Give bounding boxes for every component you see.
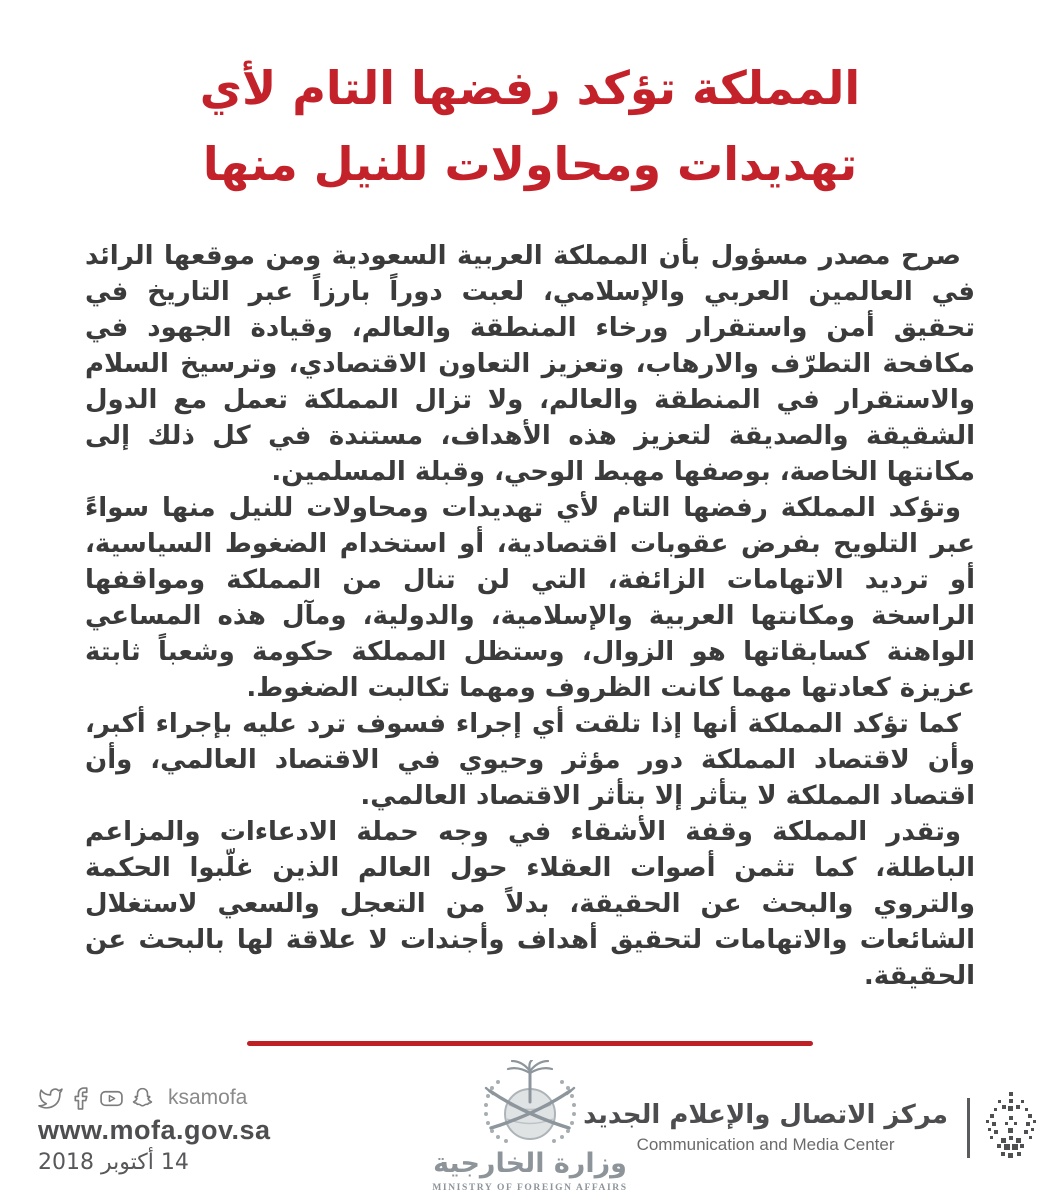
mofa-english-caption: MINISTRY OF FOREIGN AFFAIRS bbox=[432, 1183, 628, 1193]
cmc-title-arabic: مركز الاتصال والإعلام الجديد bbox=[583, 1100, 948, 1130]
statement-paragraph-2: وتؤكد المملكة رفضها التام لأي تهديدات ومحاولات للنيل منها سواءً عبر التلويح بفرض عقوبات اقتصادية، أو استخدام الضغوط السياسية، أو ترديد الاتهامات الزائفة، التي لن تنال من المملكة ومواقفها الراسخة ومكانتها العربية والإسلامية، والدولية، ومآل هذه المساعي الواهنة كسابقاتها هو الزوال، وستظل المملكة حكومة وشعباً ثابتة عزيزة كعادتها مهما كانت الظروف ومهما تكالبت الضغوط. bbox=[85, 493, 975, 703]
social-handle: ksamofa bbox=[168, 1086, 248, 1109]
website-url: www.mofa.gov.sa bbox=[38, 1115, 271, 1145]
cmc-title-english: Communication and Media Center bbox=[636, 1135, 895, 1154]
statement-title-line2: تهديدات ومحاولات للنيل منها bbox=[202, 137, 858, 191]
youtube-icon bbox=[98, 1086, 125, 1111]
statement-paragraph-1: صرح مصدر مسؤول بأن المملكة العربية السعودية ومن موقعها الرائد في العالمين العربي والإسلامي، لعبت دوراً بارزاً عبر التاريخ في تحقيق أمن واستقرار ورخاء المنطقة والعالم، وقيادة الجهود في مكافحة التطرّف والارهاب، وتعزيز التعاون الاقتصادي، وترسيخ السلام والاستقرار في المنطقة والعالم، ولا تزال المملكة تعمل مع الدول الشقيقة والصديقة لتعزيز هذه الأهداف، مستندة في كل ذلك إلى مكانتها الخاصة، بوصفها مهبط الوحي، وقبلة المسلمين. bbox=[85, 241, 975, 487]
mofa-arabic-calligraphy: وزارة الخارجية bbox=[433, 1148, 627, 1179]
statement-paragraph-4: وتقدر المملكة وقفة الأشقاء في وجه حملة الادعاءات والمزاعم الباطلة، كما تثمن أصوات العقلاء حول العالم الذين غلّبوا الحكمة والتروي والبحث عن الحقيقة، بدلاً من التعجل والسعي لاستغلال الشائعات والاتهامات لتحقيق أهداف وأجندات لا علاقة لها بالبحث عن الحقيقة. bbox=[85, 817, 975, 991]
cmc-pixel-logo-icon bbox=[984, 1092, 1038, 1158]
statement-date: 14 أكتوبر 2018 bbox=[38, 1150, 189, 1175]
snapchat-icon bbox=[130, 1086, 155, 1111]
red-divider-line bbox=[247, 1041, 813, 1046]
statement-title-line1: المملكة تؤكد رفضها التام لأي bbox=[199, 61, 861, 115]
social-icons-row bbox=[38, 1084, 318, 1112]
statement-body bbox=[85, 238, 975, 994]
statement-paragraph-3: كما تؤكد المملكة أنها إذا تلقت أي إجراء فسوف ترد عليه بإجراء أكبر، وأن لاقتصاد المملكة دور مؤثر وحيوي في الاقتصاد العالمي، وأن اقتصاد المملكة لا يتأثر إلا بتأثر الاقتصاد العالمي. bbox=[85, 709, 975, 811]
twitter-icon bbox=[38, 1086, 63, 1111]
facebook-icon bbox=[68, 1086, 93, 1111]
footer-contact-block bbox=[38, 1084, 318, 1175]
statement-title bbox=[0, 50, 1060, 202]
cmc-title-block bbox=[583, 1098, 948, 1155]
cmc-vertical-divider bbox=[967, 1098, 970, 1158]
